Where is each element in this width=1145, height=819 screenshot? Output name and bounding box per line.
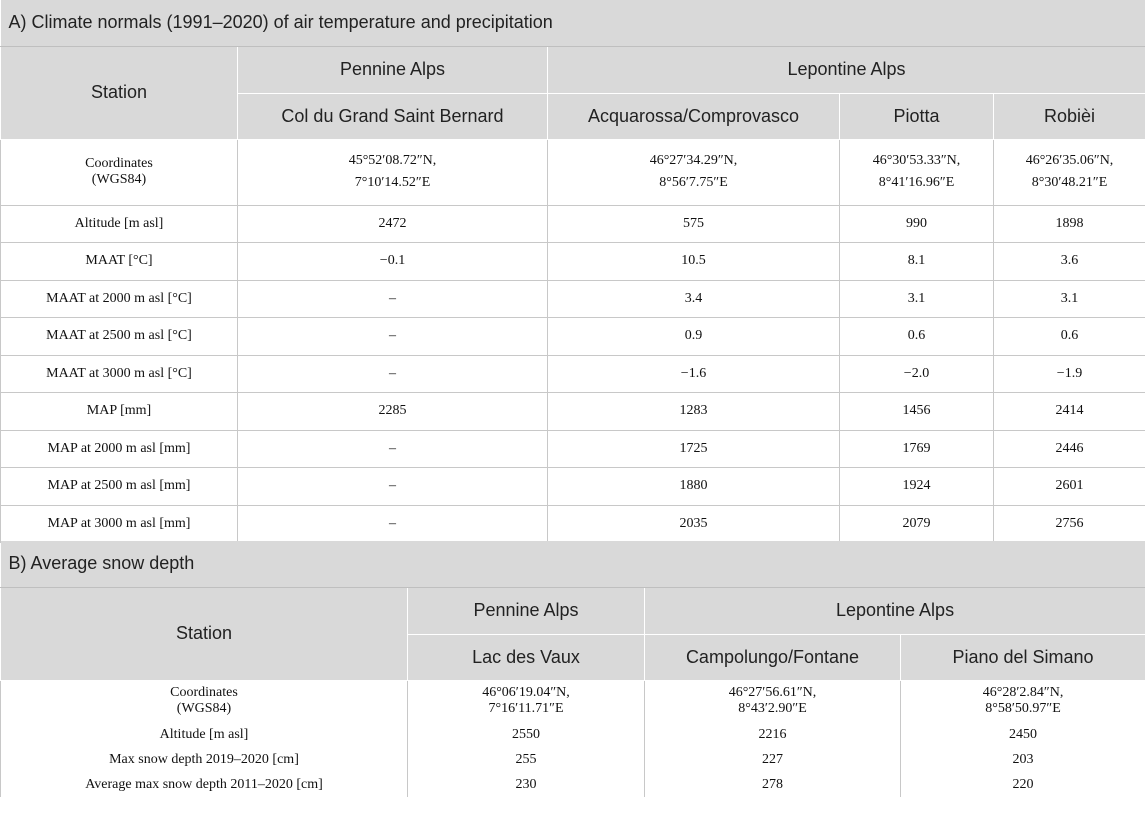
longitude: 8°41′16.96″E: [878, 175, 955, 190]
coordinate-cell: [548, 139, 840, 205]
value-cell: 575: [548, 205, 840, 243]
value-cell: 227: [645, 747, 901, 772]
station-name: Acquarossa/Comprovasco: [548, 93, 840, 139]
value-cell: 230: [408, 772, 645, 797]
group-header-pennine: Pennine Alps: [238, 46, 548, 93]
value-cell: 3.6: [994, 243, 1145, 281]
coordinate-cell: [840, 139, 994, 205]
row-label: MAP at 2500 m asl [mm]: [1, 468, 238, 506]
value-cell: –: [238, 505, 548, 543]
station-name: Col du Grand Saint Bernard: [238, 93, 548, 139]
value-cell: 1924: [840, 468, 994, 506]
longitude: 8°43′2.90″E: [738, 701, 807, 717]
value-cell: 1880: [548, 468, 840, 506]
row-label: Average max snow depth 2011–2020 [cm]: [1, 772, 408, 797]
row-label: MAP at 2000 m asl [mm]: [1, 430, 238, 468]
row-label: MAP at 3000 m asl [mm]: [1, 505, 238, 543]
table-row: [1, 243, 1145, 281]
station-name: Lac des Vaux: [408, 634, 645, 680]
coordinates-label-line1: Coordinates: [85, 156, 153, 171]
value-cell: 990: [840, 205, 994, 243]
station-header: Station: [1, 46, 238, 139]
table-row: [1, 722, 1145, 747]
value-cell: 1769: [840, 430, 994, 468]
coordinate-cell: [238, 139, 548, 205]
value-cell: −1.9: [994, 355, 1145, 393]
table-row: [1, 772, 1145, 797]
value-cell: 0.6: [994, 318, 1145, 356]
table-row: [1, 505, 1145, 543]
table-row: [1, 205, 1145, 243]
value-cell: –: [238, 430, 548, 468]
value-cell: 8.1: [840, 243, 994, 281]
value-cell: −0.1: [238, 243, 548, 281]
row-label: Altitude [m asl]: [1, 722, 408, 747]
latitude: 46°27′56.61″N,: [728, 685, 817, 701]
table-row: [1, 680, 1145, 722]
latitude: 46°26′35.06″N,: [1025, 153, 1114, 168]
group-header-pennine: Pennine Alps: [408, 587, 645, 634]
value-cell: 203: [901, 747, 1145, 772]
value-cell: 255: [408, 747, 645, 772]
coordinate-cell: [901, 680, 1145, 722]
longitude: 7°16′11.71″E: [488, 701, 564, 717]
value-cell: –: [238, 280, 548, 318]
station-name: Piotta: [840, 93, 994, 139]
station-name: Robièi: [994, 93, 1145, 139]
table-row: [1, 468, 1145, 506]
value-cell: 0.6: [840, 318, 994, 356]
value-cell: 2450: [901, 722, 1145, 747]
table-row: [1, 139, 1145, 205]
longitude: 7°10′14.52″E: [354, 175, 431, 190]
value-cell: 2446: [994, 430, 1145, 468]
coordinates-label: [1, 680, 408, 722]
station-name: Campolungo/Fontane: [645, 634, 901, 680]
table-row: [1, 318, 1145, 356]
section-b-title: B) Average snow depth: [1, 541, 1145, 587]
latitude: 45°52′08.72″N,: [348, 153, 437, 168]
value-cell: 2414: [994, 393, 1145, 431]
group-header-lepontine: Lepontine Alps: [548, 46, 1145, 93]
longitude: 8°56′7.75″E: [659, 175, 728, 190]
value-cell: –: [238, 468, 548, 506]
value-cell: 0.9: [548, 318, 840, 356]
row-label: Altitude [m asl]: [1, 205, 238, 243]
value-cell: 3.4: [548, 280, 840, 318]
station-name: Piano del Simano: [901, 634, 1145, 680]
longitude: 8°58′50.97″E: [985, 701, 1061, 717]
value-cell: 1898: [994, 205, 1145, 243]
value-cell: 10.5: [548, 243, 840, 281]
value-cell: 2601: [994, 468, 1145, 506]
longitude: 8°30′48.21″E: [1031, 175, 1108, 190]
latitude: 46°30′53.33″N,: [872, 153, 961, 168]
row-label: MAAT at 2000 m asl [°C]: [1, 280, 238, 318]
value-cell: 220: [901, 772, 1145, 797]
value-cell: 3.1: [994, 280, 1145, 318]
table-row: [1, 393, 1145, 431]
value-cell: –: [238, 318, 548, 356]
coordinates-label: [1, 139, 238, 205]
value-cell: 2756: [994, 505, 1145, 543]
value-cell: 2472: [238, 205, 548, 243]
row-label: MAAT at 3000 m asl [°C]: [1, 355, 238, 393]
latitude: 46°28′2.84″N,: [982, 685, 1064, 701]
coordinate-cell: [994, 139, 1145, 205]
value-cell: –: [238, 355, 548, 393]
group-header-lepontine: Lepontine Alps: [645, 587, 1145, 634]
row-label: MAAT at 2500 m asl [°C]: [1, 318, 238, 356]
latitude: 46°06′19.04″N,: [482, 685, 570, 701]
value-cell: 2550: [408, 722, 645, 747]
value-cell: 1456: [840, 393, 994, 431]
latitude: 46°27′34.29″N,: [649, 153, 738, 168]
snow-depth-table: [0, 541, 1145, 797]
value-cell: 2079: [840, 505, 994, 543]
coordinates-label-line2: (WGS84): [176, 701, 232, 717]
value-cell: 2285: [238, 393, 548, 431]
value-cell: 1283: [548, 393, 840, 431]
station-header: Station: [1, 587, 408, 680]
table-row: [1, 430, 1145, 468]
table-row: [1, 280, 1145, 318]
value-cell: 278: [645, 772, 901, 797]
coordinate-cell: [408, 680, 645, 722]
value-cell: 3.1: [840, 280, 994, 318]
row-label: MAP [mm]: [1, 393, 238, 431]
table-row: [1, 355, 1145, 393]
value-cell: −1.6: [548, 355, 840, 393]
row-label: Max snow depth 2019–2020 [cm]: [1, 747, 408, 772]
coordinates-label-line1: Coordinates: [170, 685, 238, 701]
value-cell: −2.0: [840, 355, 994, 393]
row-label: MAAT [°C]: [1, 243, 238, 281]
value-cell: 2216: [645, 722, 901, 747]
table-row: [1, 747, 1145, 772]
coordinates-label-line2: (WGS84): [91, 172, 147, 187]
value-cell: 2035: [548, 505, 840, 543]
section-a-title: A) Climate normals (1991–2020) of air temperature and precipitation: [1, 0, 1145, 46]
value-cell: 1725: [548, 430, 840, 468]
coordinate-cell: [645, 680, 901, 722]
